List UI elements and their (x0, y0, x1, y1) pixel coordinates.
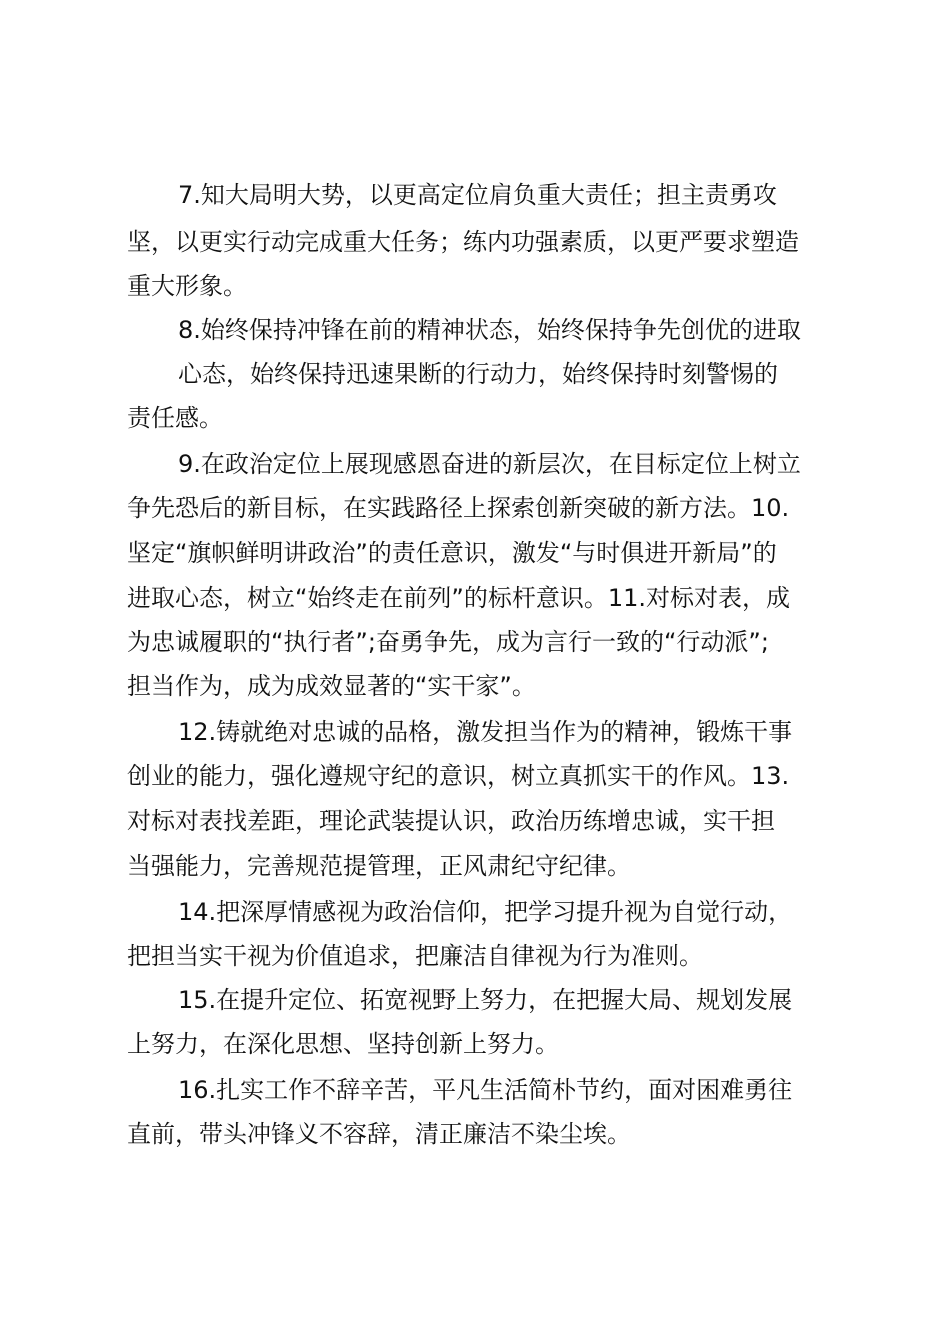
text-line: 对标对表找差距，理论武装提认识，政治历练增忠诚，实干担 (127, 807, 775, 835)
text-line: 14.把深厚情感视为政治信仰，把学习提升视为自觉行动， (178, 898, 793, 926)
text-line: 坚，以更实行动完成重大任务；练内功强素质，以更严要求塑造 (127, 228, 799, 256)
text-line: 把担当实干视为价值追求，把廉洁自律视为行为准则。 (127, 942, 703, 970)
text-line: 当强能力，完善规范提管理，正风肃纪守纪律。 (127, 852, 631, 880)
text-line: 7.知大局明大势，以更高定位肩负重大责任；担主责勇攻 (178, 181, 777, 209)
text-line: 坚定“旗帜鲜明讲政治”的责任意识，激发“与时俱进开新局”的 (127, 539, 777, 567)
text-line: 9.在政治定位上展现感恩奋进的新层次，在目标定位上树立 (178, 450, 801, 478)
text-line: 重大形象。 (127, 272, 247, 300)
text-line: 16.扎实工作不辞辛苦，平凡生活简朴节约，面对困难勇往 (178, 1076, 793, 1104)
text-line: 创业的能力，强化遵规守纪的意识，树立真抓实干的作风。13. (127, 762, 790, 790)
text-line: 进取心态，树立“始终走在前列”的标杆意识。11.对标对表，成 (127, 584, 791, 612)
text-line: 8.始终保持冲锋在前的精神状态，始终保持争先创优的进取 (178, 316, 801, 344)
text-line: 15.在提升定位、拓宽视野上努力，在把握大局、规划发展 (178, 986, 793, 1014)
text-line: 责任感。 (127, 404, 223, 432)
text-line: 心态，始终保持迅速果断的行动力，始终保持时刻警惕的 (178, 360, 778, 388)
text-line: 为忠诚履职的“执行者”;奋勇争先，成为言行一致的“行动派”; (127, 628, 769, 656)
text-line: 担当作为，成为成效显著的“实干家”。 (127, 672, 536, 700)
text-line: 直前，带头冲锋义不容辞，清正廉洁不染尘埃。 (127, 1120, 631, 1148)
text-line: 上努力，在深化思想、坚持创新上努力。 (127, 1030, 559, 1058)
text-line: 争先恐后的新目标，在实践路径上探索创新突破的新方法。10. (127, 494, 790, 522)
text-line: 12.铸就绝对忠诚的品格，激发担当作为的精神，锻炼干事 (178, 718, 793, 746)
